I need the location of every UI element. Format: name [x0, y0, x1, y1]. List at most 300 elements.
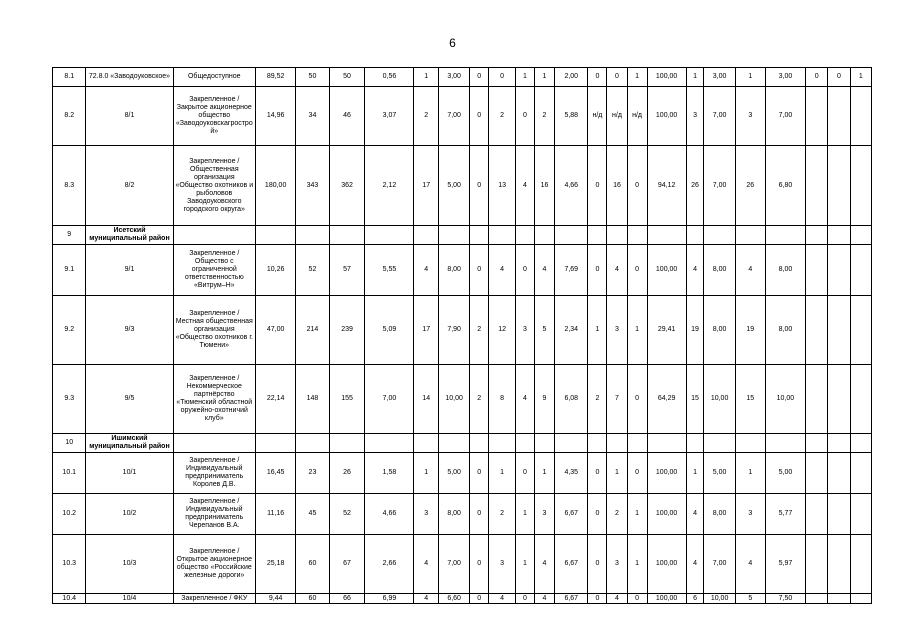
table-cell — [806, 535, 828, 594]
table-cell — [765, 226, 805, 245]
table-cell — [555, 434, 588, 453]
table-cell: 1 — [515, 535, 534, 594]
table-cell: 100,00 — [647, 453, 686, 494]
table-cell — [329, 226, 365, 245]
table-cell — [850, 226, 871, 245]
table-cell: 60 — [296, 535, 329, 594]
table-cell: 14 — [414, 365, 439, 434]
table-cell: 9.1 — [53, 245, 86, 296]
table-cell: 3 — [515, 296, 534, 365]
table-cell: 67 — [329, 535, 365, 594]
table-cell — [850, 453, 871, 494]
table-cell: 0 — [627, 453, 647, 494]
table-cell: 10/1 — [86, 453, 173, 494]
table-cell: 15 — [686, 365, 704, 434]
table-cell: Закрепленное / Открытое акционерное общество «Российские железные дороги» — [173, 535, 256, 594]
table-cell — [470, 226, 489, 245]
table-cell: 0 — [607, 68, 627, 87]
table-cell — [806, 365, 828, 434]
table-cell: 7,00 — [765, 87, 805, 146]
table-cell: 52 — [296, 245, 329, 296]
table-cell — [828, 434, 850, 453]
table-cell: 0 — [627, 365, 647, 434]
table-cell: 4 — [534, 594, 554, 604]
table-cell: 10,00 — [765, 365, 805, 434]
table-cell: 8.2 — [53, 87, 86, 146]
table-cell: 7,00 — [704, 146, 735, 226]
table-cell: 0 — [588, 535, 607, 594]
table-cell: 4 — [686, 535, 704, 594]
table-cell: 1 — [627, 535, 647, 594]
table-cell — [806, 434, 828, 453]
table-cell: Общедоступное — [173, 68, 256, 87]
table-cell — [850, 494, 871, 535]
table-cell: 3,00 — [704, 68, 735, 87]
table-cell: 60 — [296, 594, 329, 604]
table-cell: 4 — [607, 245, 627, 296]
table-cell: 1 — [735, 453, 765, 494]
table-cell — [806, 87, 828, 146]
table-cell: 1 — [534, 453, 554, 494]
table-cell: 1 — [686, 68, 704, 87]
table-cell: 0 — [515, 87, 534, 146]
table-cell: 50 — [296, 68, 329, 87]
table-cell: 6,60 — [439, 594, 470, 604]
table-cell — [828, 87, 850, 146]
table-cell: 0 — [828, 68, 850, 87]
table-cell: 17 — [414, 296, 439, 365]
table-cell — [806, 594, 828, 604]
table-cell: 1 — [686, 453, 704, 494]
table-cell: 4 — [686, 494, 704, 535]
table-cell — [850, 434, 871, 453]
table-cell: 50 — [329, 68, 365, 87]
table-cell: 0 — [470, 87, 489, 146]
table-cell: 57 — [329, 245, 365, 296]
table-cell — [607, 226, 627, 245]
table-cell: 3,00 — [765, 68, 805, 87]
table-cell: 9,44 — [256, 594, 296, 604]
table-cell: 8,00 — [439, 245, 470, 296]
table-cell: 4 — [489, 594, 516, 604]
table-cell: 4,35 — [555, 453, 588, 494]
table-cell: 8,00 — [439, 494, 470, 535]
table-cell: 3 — [735, 87, 765, 146]
table-cell — [828, 494, 850, 535]
table-cell: 214 — [296, 296, 329, 365]
table-cell: 9/5 — [86, 365, 173, 434]
table-cell: 29,41 — [647, 296, 686, 365]
table-cell: 10.2 — [53, 494, 86, 535]
table-cell — [489, 226, 516, 245]
table-cell — [515, 226, 534, 245]
table-cell: Закрепленное / Индивидуальный предприниматель Черепанов В.А. — [173, 494, 256, 535]
table-cell: 11,16 — [256, 494, 296, 535]
table-cell: Закрепленное / Общественная организация «Общество охотников и рыболовов Заводоуковского городского округа» — [173, 146, 256, 226]
table-cell: 0,56 — [365, 68, 414, 87]
table-cell: 10,26 — [256, 245, 296, 296]
table-cell: 7,00 — [365, 365, 414, 434]
table-cell: 7,90 — [439, 296, 470, 365]
table-cell: 14,96 — [256, 87, 296, 146]
table-row — [53, 245, 872, 296]
table-cell: 1 — [489, 453, 516, 494]
table-cell: 26 — [329, 453, 365, 494]
table-cell — [296, 434, 329, 453]
table-cell — [627, 434, 647, 453]
table-cell: н/д — [627, 87, 647, 146]
table-cell: 148 — [296, 365, 329, 434]
table-cell: 64,29 — [647, 365, 686, 434]
table-cell: 3 — [489, 535, 516, 594]
table-cell: 23 — [296, 453, 329, 494]
table-cell: 10/4 — [86, 594, 173, 604]
table-cell: 1 — [588, 296, 607, 365]
table-cell: 2 — [607, 494, 627, 535]
table-cell: 0 — [470, 453, 489, 494]
table-cell: 45 — [296, 494, 329, 535]
table-cell: 3 — [735, 494, 765, 535]
table-cell: 52 — [329, 494, 365, 535]
table-cell: 1 — [414, 453, 439, 494]
table-cell: 3 — [607, 296, 627, 365]
page-number: 6 — [449, 36, 456, 50]
table-cell: 47,00 — [256, 296, 296, 365]
table-cell — [534, 434, 554, 453]
table-cell: 4 — [414, 594, 439, 604]
table-cell: 2 — [489, 87, 516, 146]
table-cell: 2 — [470, 365, 489, 434]
table-cell: 4 — [534, 535, 554, 594]
table-cell: 9/3 — [86, 296, 173, 365]
table-cell: 5,00 — [439, 146, 470, 226]
table-cell: 46 — [329, 87, 365, 146]
table-cell — [806, 146, 828, 226]
table-cell — [850, 535, 871, 594]
table-cell — [828, 453, 850, 494]
table-cell: 0 — [470, 594, 489, 604]
table-cell: 8,00 — [704, 494, 735, 535]
table-cell: 19 — [735, 296, 765, 365]
table-cell: 26 — [735, 146, 765, 226]
table-cell: 34 — [296, 87, 329, 146]
table-cell: 0 — [588, 453, 607, 494]
table-cell: 4 — [735, 245, 765, 296]
table-cell: 72.8.0 «Заводоуковское» — [86, 68, 173, 87]
table-cell: 1,58 — [365, 453, 414, 494]
table-cell: 100,00 — [647, 594, 686, 604]
table-cell: 2 — [489, 494, 516, 535]
table-cell — [173, 434, 256, 453]
table-cell: 7,69 — [555, 245, 588, 296]
table-cell: 1 — [627, 68, 647, 87]
table-cell: Исетский муниципальный район — [86, 226, 173, 245]
table-cell: 0 — [627, 594, 647, 604]
table-cell: 94,12 — [647, 146, 686, 226]
table-cell — [735, 226, 765, 245]
table-cell: 4 — [414, 535, 439, 594]
table-cell: 16,45 — [256, 453, 296, 494]
table-cell: 10,00 — [704, 594, 735, 604]
table-cell — [735, 434, 765, 453]
table-cell — [515, 434, 534, 453]
table-cell: 2,00 — [555, 68, 588, 87]
table-cell — [806, 245, 828, 296]
table-cell: 362 — [329, 146, 365, 226]
table-row — [53, 87, 872, 146]
table-row — [53, 296, 872, 365]
table-cell: 8,00 — [765, 296, 805, 365]
table-cell: 0 — [470, 245, 489, 296]
table-cell: Закрепленное / Индивидуальный предприниматель Королев Д.В. — [173, 453, 256, 494]
table-cell: Закрепленное / Местная общественная организация «Общество охотников г. Тюмени» — [173, 296, 256, 365]
table-cell: 4 — [534, 245, 554, 296]
table-cell — [828, 365, 850, 434]
table-cell: 10.3 — [53, 535, 86, 594]
table-cell — [828, 296, 850, 365]
table-cell: 6,67 — [555, 594, 588, 604]
table-cell — [850, 296, 871, 365]
table-cell: 15 — [735, 365, 765, 434]
table-cell — [365, 226, 414, 245]
table-cell: 1 — [850, 68, 871, 87]
table-cell: 5,88 — [555, 87, 588, 146]
table-cell — [439, 226, 470, 245]
table-row — [53, 434, 872, 453]
table-cell — [439, 434, 470, 453]
table-cell: Закрепленное / Общество с ограниченной ответственностью «Витрум–Н» — [173, 245, 256, 296]
table-cell — [806, 453, 828, 494]
table-cell: 1 — [534, 68, 554, 87]
table-cell: 9.2 — [53, 296, 86, 365]
table-cell: Закрепленное / Некоммерческое партнёрство «Тюменский областной оружейно-охотничий клуб» — [173, 365, 256, 434]
table-cell: 0 — [470, 535, 489, 594]
table-row — [53, 226, 872, 245]
table-cell: 10.1 — [53, 453, 86, 494]
table-cell: 13 — [489, 146, 516, 226]
table-cell: 8,00 — [704, 245, 735, 296]
table-cell — [588, 226, 607, 245]
table-cell: 17 — [414, 146, 439, 226]
table-cell: 100,00 — [647, 245, 686, 296]
table-cell: 4 — [489, 245, 516, 296]
table-cell: 100,00 — [647, 535, 686, 594]
table-cell — [686, 434, 704, 453]
table-cell — [704, 226, 735, 245]
table-cell: 5,55 — [365, 245, 414, 296]
table-cell: 1 — [607, 453, 627, 494]
table-cell — [704, 434, 735, 453]
table-cell: 4 — [414, 245, 439, 296]
table-cell: 0 — [588, 146, 607, 226]
table-cell: 5,00 — [439, 453, 470, 494]
table-row — [53, 68, 872, 87]
table-cell: 5,77 — [765, 494, 805, 535]
table-cell — [850, 365, 871, 434]
table-cell — [828, 535, 850, 594]
table-cell: 9.3 — [53, 365, 86, 434]
table-cell: 7,00 — [704, 87, 735, 146]
table-cell: 10,00 — [439, 365, 470, 434]
table-cell: 343 — [296, 146, 329, 226]
table-cell — [256, 226, 296, 245]
table-cell — [607, 434, 627, 453]
table-cell: 3 — [686, 87, 704, 146]
table-cell: 6,67 — [555, 494, 588, 535]
table-cell: 22,14 — [256, 365, 296, 434]
table-cell: 8.1 — [53, 68, 86, 87]
table-cell: 10/2 — [86, 494, 173, 535]
table-cell: 7,00 — [704, 535, 735, 594]
table-cell: 3,07 — [365, 87, 414, 146]
table-cell: 26 — [686, 146, 704, 226]
table-cell: 0 — [627, 245, 647, 296]
table-cell — [627, 226, 647, 245]
table-cell: 19 — [686, 296, 704, 365]
table-cell: 239 — [329, 296, 365, 365]
table-cell: 4 — [607, 594, 627, 604]
table-row — [53, 535, 872, 594]
table-cell — [329, 434, 365, 453]
table-cell — [256, 434, 296, 453]
table-cell: 10,00 — [704, 365, 735, 434]
table-cell — [828, 245, 850, 296]
table-cell: 7 — [607, 365, 627, 434]
table-cell — [365, 434, 414, 453]
table-cell: 1 — [515, 494, 534, 535]
table-cell: 2 — [588, 365, 607, 434]
table-cell: 0 — [588, 594, 607, 604]
table-cell: 0 — [588, 245, 607, 296]
table-cell: 8,00 — [765, 245, 805, 296]
table-cell: 155 — [329, 365, 365, 434]
table-cell: 6,08 — [555, 365, 588, 434]
table-cell: 7,00 — [439, 535, 470, 594]
table-cell: 0 — [515, 594, 534, 604]
table-cell: 6 — [686, 594, 704, 604]
table-cell: 0 — [470, 68, 489, 87]
table-cell: 1 — [735, 68, 765, 87]
table-row — [53, 494, 872, 535]
table-row — [53, 365, 872, 434]
table-cell: 2 — [470, 296, 489, 365]
table-cell: 7,00 — [439, 87, 470, 146]
table-cell: 100,00 — [647, 68, 686, 87]
table-cell: 8/1 — [86, 87, 173, 146]
table-cell: 0 — [588, 68, 607, 87]
table-cell — [850, 146, 871, 226]
table-cell: 100,00 — [647, 87, 686, 146]
table-cell: 1 — [627, 296, 647, 365]
table-cell: 3,00 — [439, 68, 470, 87]
table-cell — [489, 434, 516, 453]
table-cell: 2,12 — [365, 146, 414, 226]
table-cell: 10/3 — [86, 535, 173, 594]
table-cell: 5 — [534, 296, 554, 365]
table-cell: Закрепленное / ФКУ — [173, 594, 256, 604]
table-cell: 16 — [534, 146, 554, 226]
table-cell: 3 — [534, 494, 554, 535]
table-cell — [806, 494, 828, 535]
table-cell: 8/2 — [86, 146, 173, 226]
table-cell: 8,00 — [704, 296, 735, 365]
table-cell — [296, 226, 329, 245]
table-cell: 6,67 — [555, 535, 588, 594]
table-cell: 0 — [489, 68, 516, 87]
table-cell — [850, 594, 871, 604]
table-cell — [414, 434, 439, 453]
table-cell: 0 — [515, 245, 534, 296]
table-row — [53, 594, 872, 604]
table-row — [53, 146, 872, 226]
table-cell: 0 — [627, 146, 647, 226]
table-cell — [555, 226, 588, 245]
table-cell — [806, 296, 828, 365]
table-cell: 0 — [588, 494, 607, 535]
table-cell: 0 — [470, 146, 489, 226]
table-cell — [647, 434, 686, 453]
table-cell — [588, 434, 607, 453]
table-cell: 6,80 — [765, 146, 805, 226]
table-cell: 100,00 — [647, 494, 686, 535]
table-cell: 4 — [515, 365, 534, 434]
table-cell: 4 — [735, 535, 765, 594]
table-cell: 4,66 — [555, 146, 588, 226]
table-cell — [850, 245, 871, 296]
table-cell: 1 — [627, 494, 647, 535]
table-cell: 5 — [735, 594, 765, 604]
table-cell: 3 — [607, 535, 627, 594]
table-cell — [806, 226, 828, 245]
table-cell: Закрепленное / Закрытое акционерное общество «Заводоуковскагрострой» — [173, 87, 256, 146]
table-cell: 5,97 — [765, 535, 805, 594]
table-cell — [828, 594, 850, 604]
table-cell: Ишимский муниципальный район — [86, 434, 173, 453]
table-cell: 5,00 — [704, 453, 735, 494]
table-cell: 1 — [414, 68, 439, 87]
table-row — [53, 453, 872, 494]
table-cell — [828, 146, 850, 226]
table-cell — [173, 226, 256, 245]
hunting-grounds-table — [52, 67, 872, 604]
table-cell: 25,18 — [256, 535, 296, 594]
table-cell — [414, 226, 439, 245]
table-cell — [850, 87, 871, 146]
table-cell — [828, 226, 850, 245]
table-cell: 10.4 — [53, 594, 86, 604]
table-cell — [647, 226, 686, 245]
table-cell: 4 — [686, 245, 704, 296]
table-cell: 180,00 — [256, 146, 296, 226]
table-cell: 89,52 — [256, 68, 296, 87]
table-cell: 5,00 — [765, 453, 805, 494]
table-cell: 6,99 — [365, 594, 414, 604]
table-cell — [534, 226, 554, 245]
table-cell — [470, 434, 489, 453]
table-cell: 0 — [515, 453, 534, 494]
table-cell: 0 — [470, 494, 489, 535]
table-cell: 16 — [607, 146, 627, 226]
table-cell: 0 — [806, 68, 828, 87]
table-cell: 4 — [515, 146, 534, 226]
table-cell: 9 — [534, 365, 554, 434]
table-cell: 2 — [414, 87, 439, 146]
table-cell: 66 — [329, 594, 365, 604]
table-cell: 2,66 — [365, 535, 414, 594]
table-cell: 2,34 — [555, 296, 588, 365]
table-cell — [765, 434, 805, 453]
table-cell: 3 — [414, 494, 439, 535]
